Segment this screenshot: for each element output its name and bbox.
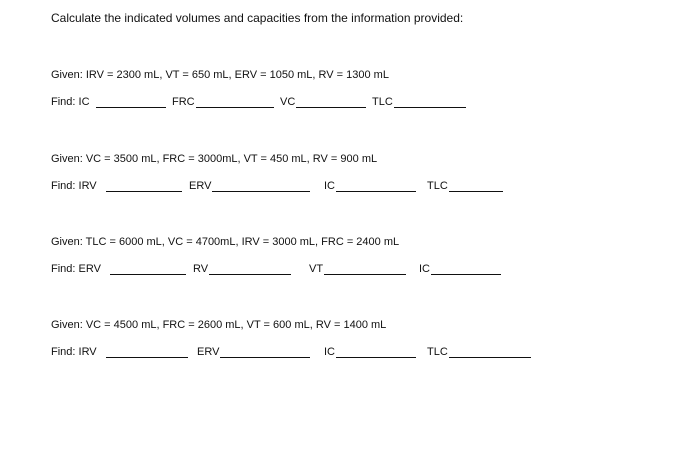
answer-blank[interactable]: TLC [427, 180, 503, 192]
answer-blank[interactable]: FRC [172, 96, 274, 108]
given-line: Given: VC = 4500 mL, FRC = 2600 mL, VT = 600 mL, RV = 1400 mL [51, 319, 387, 331]
problem-2 [51, 152, 671, 194]
answer-blank[interactable] [109, 263, 186, 275]
problem-4 [51, 318, 671, 360]
instruction-text: Calculate the indicated volumes and capacities from the information provided: [51, 11, 464, 25]
given-line: Given: VC = 3500 mL, FRC = 3000mL, VT = 450 mL, RV = 900 mL [51, 153, 378, 165]
answer-blank[interactable] [95, 96, 166, 108]
find-label: Find: IRV [51, 346, 97, 358]
answer-blank[interactable]: IC [324, 180, 416, 192]
answer-blank[interactable]: IC [324, 346, 416, 358]
find-line [51, 96, 671, 110]
find-label: Find: IRV [51, 180, 97, 192]
given-line: Given: TLC = 6000 mL, VC = 4700mL, IRV = 3000 mL, FRC = 2400 mL [51, 236, 400, 248]
answer-blank[interactable]: ERV [197, 346, 310, 358]
answer-blank[interactable]: RV [193, 263, 291, 275]
answer-blank[interactable]: IC [419, 263, 501, 275]
answer-blank[interactable]: VT [309, 263, 406, 275]
answer-blank[interactable]: TLC [427, 346, 531, 358]
problem-1 [51, 68, 671, 110]
answer-blank[interactable] [105, 180, 182, 192]
answer-blank[interactable] [105, 346, 188, 358]
answer-blank[interactable]: VC [280, 96, 366, 108]
find-label: Find: ERV [51, 263, 101, 275]
find-label: Find: IC [51, 96, 90, 108]
find-line [51, 263, 671, 277]
answer-blank[interactable]: ERV [189, 180, 310, 192]
find-line [51, 180, 671, 194]
answer-blank[interactable]: TLC [372, 96, 466, 108]
problem-3 [51, 235, 671, 277]
given-line: Given: IRV = 2300 mL, VT = 650 mL, ERV = 1050 mL, RV = 1300 mL [51, 69, 389, 81]
find-line [51, 346, 671, 360]
